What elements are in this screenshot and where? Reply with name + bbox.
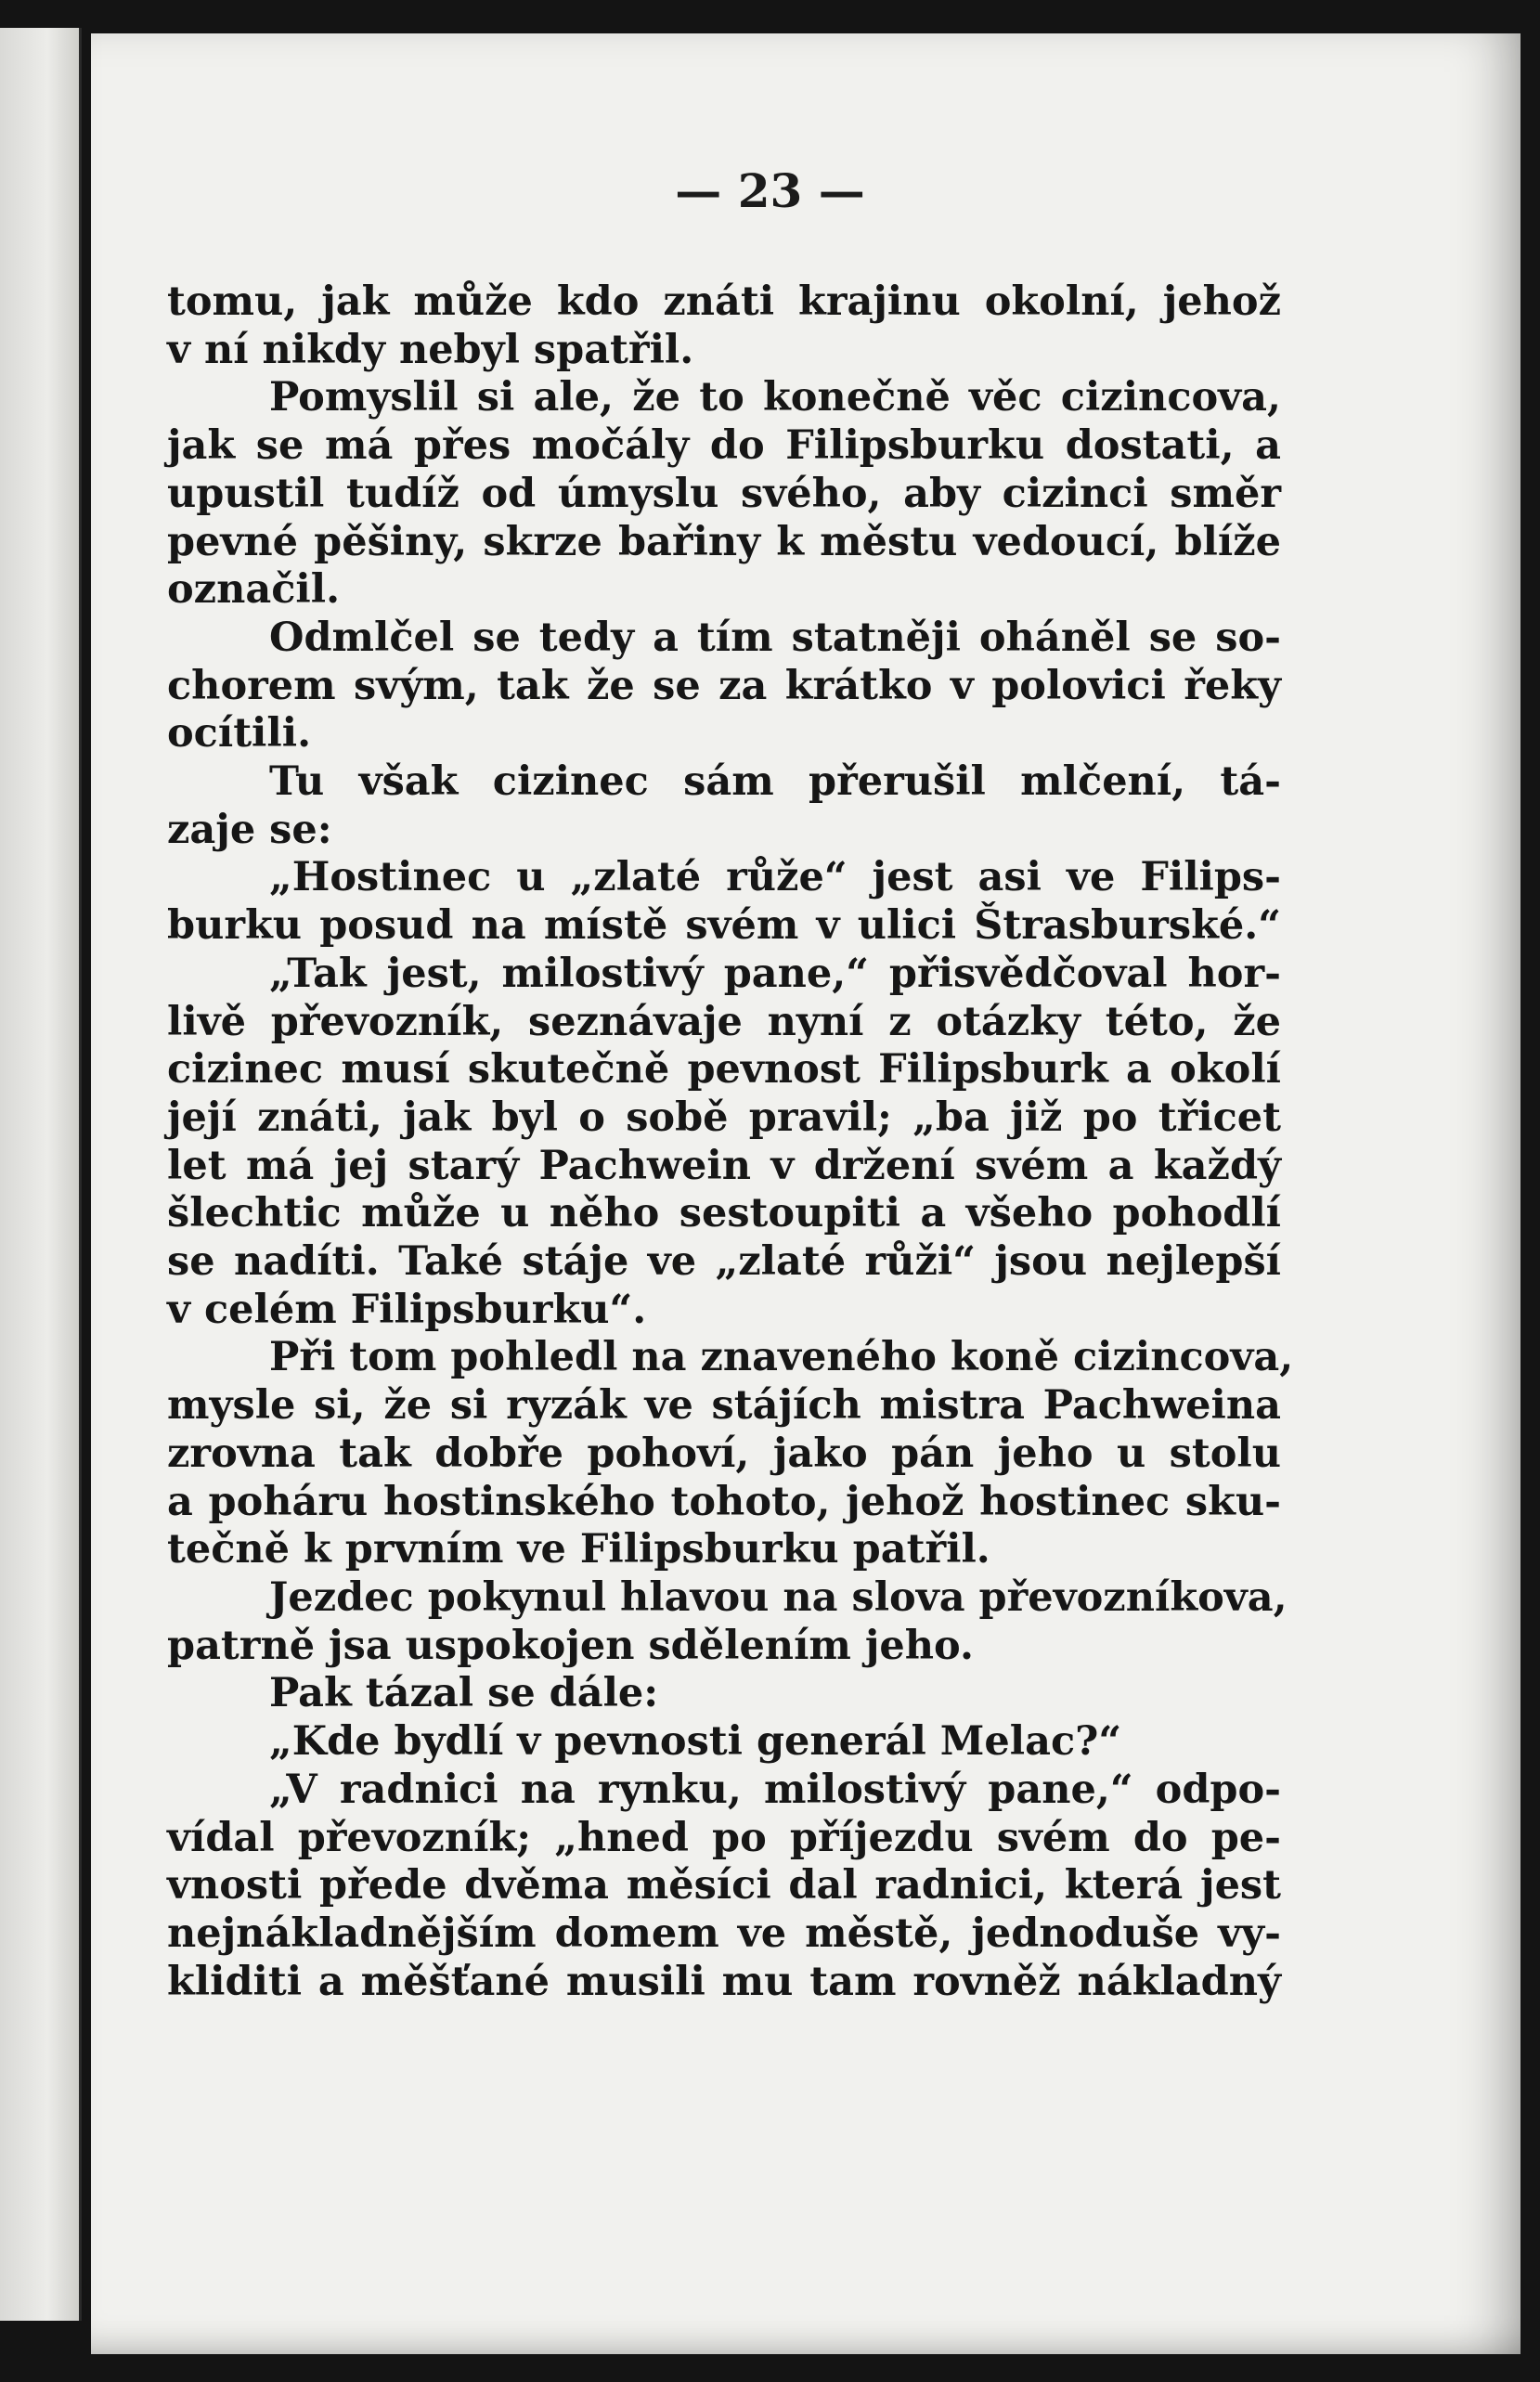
text-line: chorem svým, tak že se za krátko v polovici řeky bbox=[167, 662, 1281, 709]
text-line: „Hostinec u „zlaté růže“ jest asi ve Filips- bbox=[269, 854, 1281, 901]
text-line: Tu však cizinec sám přerušil mlčení, tá- bbox=[269, 758, 1281, 806]
text-line: se nadíti. Také stáje ve „zlaté růži“ jsou nejlepší bbox=[167, 1238, 1281, 1286]
text-line: šlechtic může u něho sestoupiti a všeho pohodlí bbox=[167, 1190, 1281, 1237]
text-line: upustil tudíž od úmyslu svého, aby cizinci směr bbox=[167, 470, 1281, 517]
text-line: ocítili. bbox=[167, 710, 312, 757]
text-line: patrně jsa uspokojen sdělením jeho. bbox=[167, 1622, 974, 1669]
text-line: tomu, jak může kdo znáti krajinu okolní, jehož bbox=[167, 278, 1281, 325]
text-line: burku posud na místě svém v ulici Štrasburské.“ bbox=[167, 902, 1281, 950]
text-line: vnosti přede dvěma měsíci dal radnici, která jest bbox=[167, 1862, 1281, 1909]
text-line: mysle si, že si ryzák ve stájích mistra Pachweina bbox=[167, 1382, 1281, 1430]
text-line: a poháru hostinského tohoto, jehož hostinec sku- bbox=[167, 1478, 1281, 1525]
body-text bbox=[167, 278, 1294, 2006]
text-line: let má jej starý Pachwein v držení svém a každý bbox=[167, 1142, 1281, 1189]
page-number: — 23 — bbox=[675, 163, 865, 218]
text-line: pevné pěšiny, skrze bařiny k městu vedoucí, blíže bbox=[167, 518, 1281, 565]
text-line: v celém Filipsburku“. bbox=[167, 1286, 647, 1333]
text-line: „Tak jest, milostivý pane,“ přisvědčoval hor- bbox=[269, 950, 1281, 997]
text-line: tečně k prvním ve Filipsburku patřil. bbox=[167, 1526, 990, 1573]
facing-page-edge bbox=[0, 28, 82, 2321]
text-line: Jezdec pokynul hlavou na slova převozníkova, bbox=[269, 1573, 1288, 1621]
text-line: Odmlčel se tedy a tím statněji oháněl se so- bbox=[269, 614, 1281, 661]
text-line: označil. bbox=[167, 566, 341, 614]
text-line: jak se má přes močály do Filipsburku dostati, a bbox=[167, 422, 1281, 470]
text-line: její znáti, jak byl o sobě pravil; „ba již po třicet bbox=[167, 1094, 1281, 1141]
text-line: nejnákladnějším domem ve městě, jednoduše vy- bbox=[167, 1909, 1281, 1957]
text-line: v ní nikdy nebyl spatřil. bbox=[167, 326, 694, 373]
text-line: „V radnici na rynku, milostivý pane,“ odpo- bbox=[269, 1766, 1281, 1813]
text-line: cizinec musí skutečně pevnost Filipsburk a okolí bbox=[167, 1046, 1281, 1094]
text-line: Při tom pohledl na znaveného koně cizincova, bbox=[269, 1334, 1294, 1381]
text-line: vídal převozník; „hned po příjezdu svém do pe- bbox=[167, 1814, 1281, 1861]
text-line: kliditi a měšťané musili mu tam rovněž nákladný bbox=[167, 1958, 1281, 2005]
text-line: Pomyslil si ale, že to konečně věc cizincova, bbox=[269, 374, 1281, 421]
text-line: zrovna tak dobře pohoví, jako pán jeho u stolu bbox=[167, 1430, 1281, 1477]
text-line: „Kde bydlí v pevnosti generál Melac?“ bbox=[269, 1718, 1122, 1766]
text-line: livě převozník, seznávaje nyní z otázky této, že bbox=[167, 998, 1281, 1045]
text-line: Pak tázal se dále: bbox=[269, 1670, 659, 1717]
text-line: zaje se: bbox=[167, 806, 332, 853]
